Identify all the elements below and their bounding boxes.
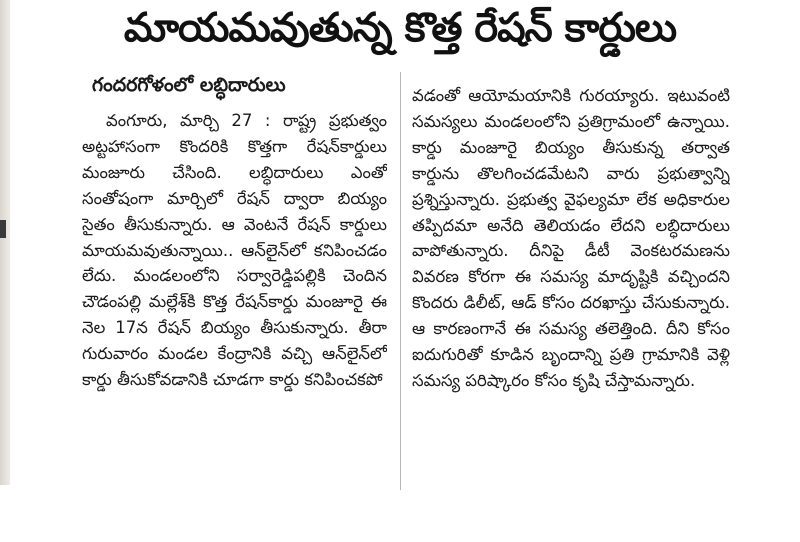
article-paragraph-left: వంగూరు, మార్చి 27 : రాష్ట్ర ప్రభుత్వం అట్టహాసంగా కొందరికి కొత్తగా రేషన్‌కార్డులు మంజూరు చేసింది. లబ్ధిదారులు ఎంతో సంతోషంగా మార్చిలో రేషన్ ద్వారా బియ్యం సైతం తీసుకున్నారు. ఆ వెంటనే రేషన్ కార్డులు మాయమవుతున్నాయి.. ఆన్‌లైన్‌లో కనిపించడం లేదు. మండలంలోని సర్వారెడ్డిపల్లికి చెందిన చౌడంపల్లి మల్లేశ్‌కి కొత్త రేషన్‌కార్డు మంజూరై ఈ నెల 17న రేషన్ బియ్యం తీసుకున్నారు. తీరా గురువారం మండల కేంద్రానికి వచ్చి ఆన్‌లైన్‌లో కార్డు తీసుకోవడానికి చూడగా కార్డు కనిపించకపో — [82, 111, 387, 390]
page-left-edge — [0, 0, 10, 485]
article-column-left — [82, 70, 387, 393]
subheadline-text: గందరగోళంలో లబ్ధిదారులు — [92, 74, 286, 96]
subheadline — [82, 70, 387, 100]
article-paragraph-right: వడంతో ఆయోమయానికి గురయ్యారు. ఇటువంటి సమస్యలు మండలంలోని ప్రతిగ్రామంలో ఉన్నాయి. కార్డు మంజూరై బియ్యం తీసుకున్న తర్వాత కార్డును తొలగించడమేటని వారు ప్రభుత్వాన్ని ప్రశ్నిస్తున్నారు. ప్రభుత్వ వైఫల్యమా లేక అధికారుల తప్పిదమా అనేది తెలియడం లేదని లబ్ధిదారులు వాపోతున్నారు. దీనిపై డీటీ వెంకటరమణను వివరణ కోరగా ఈ సమస్య మాదృష్టికి వచ్చిందని కొందరు డిలీట్, ఆడ్ కోసం దరఖాస్తు చేసుకున్నారు. ఆ కారణంగానే ఈ సమస్య తలెత్తింది. దీని కోసం ఐదుగురితో కూడిన బృందాన్ని ప్రతి గ్రామానికి వెళ్లి సమస్య పరిష్కారం కోసం కృషి చేస్తామన్నారు. — [412, 86, 730, 390]
edge-mark — [0, 220, 6, 238]
article-column-right — [412, 83, 730, 394]
headline: మాయమవుతున్న కొత్త రేషన్ కార్డులు — [123, 5, 677, 51]
column-divider — [400, 72, 401, 490]
